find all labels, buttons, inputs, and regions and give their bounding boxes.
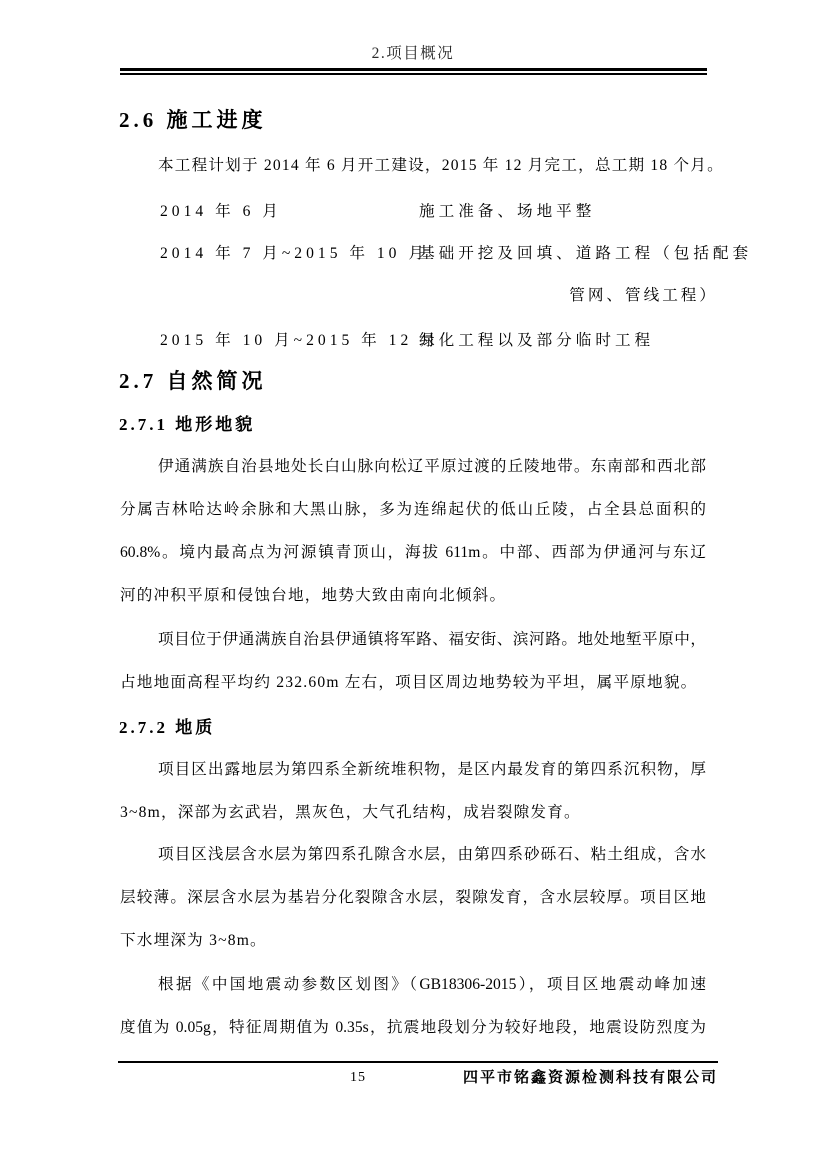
schedule-task: 施工准备、场地平整: [419, 203, 596, 220]
footer-rule: [118, 1061, 718, 1063]
paragraph-line: 度值为 0.05g，特征周期值为 0.35s，抗震地段划分为较好地段，地震设防烈度为: [120, 1019, 706, 1036]
paragraph-line: 3~8m，深部为玄武岩，黑灰色，大气孔结构，成岩裂隙发育。: [120, 804, 581, 821]
paragraph-line: 下水埋深为 3~8m。: [120, 932, 267, 949]
paragraph-geology-2: [120, 833, 706, 962]
paragraph-line: 占地地面高程平均约 232.60m 左右，项目区周边地势较为平坦，属平原地貌。: [120, 674, 698, 691]
schedule-task: 绿化工程以及部分临时工程: [419, 332, 655, 349]
paragraph-line: 层较薄。深层含水层为基岩分化裂隙含水层，裂隙发育，含水层较厚。项目区地: [120, 889, 706, 906]
page-footer: [118, 1068, 718, 1090]
schedule-task: 基础开挖及回填、道路工程（包括配套: [419, 245, 753, 262]
schedule-row: [120, 190, 720, 233]
schedule-period: 2014 年 7 月~2015 年 10 月: [160, 245, 428, 262]
schedule-row: [120, 232, 753, 275]
paragraph-line: 河的冲积平原和侵蚀台地，地势大致由南向北倾斜。: [120, 587, 507, 604]
section-heading-2-6: 2.6 施工进度: [119, 108, 267, 132]
schedule-period: 2015 年 10 月~2015 年 12 月: [160, 332, 440, 349]
paragraph-line: 项目区出露地层为第四系全新统堆积物，是区内最发育的第四系沉积物，厚: [158, 761, 706, 778]
paragraph-line: 根据《中国地震动参数区划图》（GB18306-2015），项目区地震动峰加速: [158, 976, 706, 993]
intro-paragraph-line: 本工程计划于 2014 年 6 月开工建设，2015 年 12 月完工，总工期 18 个月。: [158, 157, 724, 174]
header-rule: [120, 68, 707, 75]
paragraph-line: 项目区浅层含水层为第四系孔隙含水层，由第四系砂砾石、粘土组成，含水: [158, 846, 706, 863]
subsection-heading-2-7-2: 2.7.2 地质: [119, 718, 216, 737]
paragraph-geology-1: [120, 748, 706, 834]
section-heading-2-7: 2.7 自然简况: [119, 369, 267, 393]
running-header-chapter-title: 2.项目概况: [371, 45, 455, 62]
paragraph-terrain-2: [120, 618, 706, 704]
page-number: 15: [350, 1070, 366, 1085]
paragraph-geology-3: [120, 963, 706, 1049]
company-name: 四平市铭鑫资源检测科技有限公司: [462, 1069, 718, 1086]
paragraph-line: 伊通满族自治县地处长白山脉向松辽平原过渡的丘陵地带。东南部和西北部: [158, 458, 706, 475]
schedule-period: 2014 年 6 月: [160, 203, 282, 220]
schedule-task-continuation: 管网、管线工程）: [569, 287, 718, 304]
paragraph-line: 分属吉林哈达岭余脉和大黑山脉，多为连绵起伏的低山丘陵，占全县总面积的: [120, 501, 706, 518]
paragraph-line: 项目位于伊通满族自治县伊通镇将军路、福安街、滨河路。地处地堑平原中，: [158, 631, 706, 648]
paragraph-terrain-1: [120, 445, 706, 617]
schedule-row: [120, 319, 720, 362]
subsection-heading-2-7-1: 2.7.1 地形地貌: [119, 415, 256, 434]
paragraph-line: 60.8%。境内最高点为河源镇青顶山，海拔 611m。中部、西部为伊通河与东辽: [120, 544, 706, 561]
